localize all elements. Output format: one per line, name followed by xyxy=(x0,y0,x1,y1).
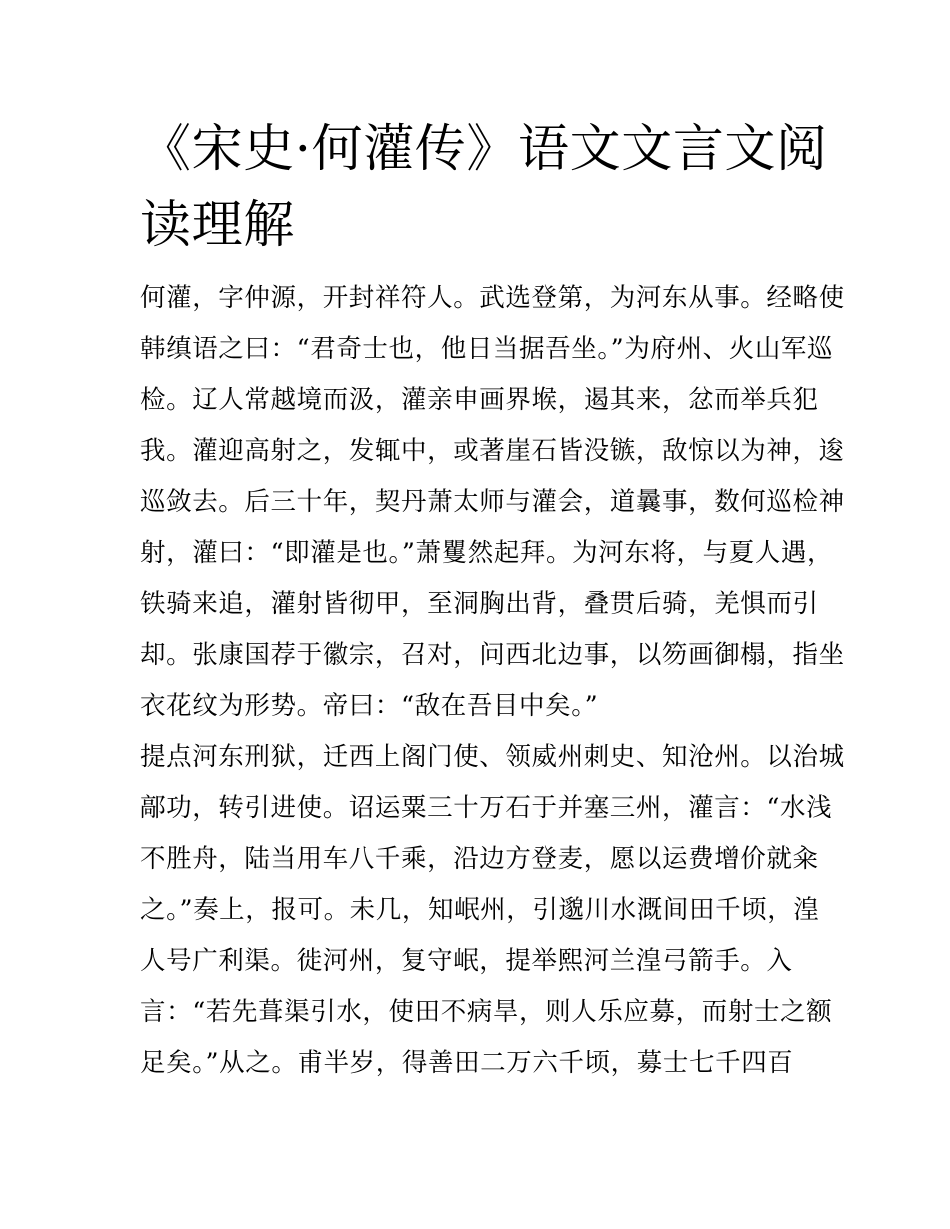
body-line: 韩缜语之曰：“君奇士也，他日当据吾坐。”为府州、火山军巡 xyxy=(140,334,834,364)
body-line: 提点河东刑狱，迁西上阁门使、领威州刺史、知沧州。以治城 xyxy=(140,742,845,772)
document-body xyxy=(140,273,845,1089)
body-line: 我。灌迎高射之，发辄中，或著崖石皆没镞，敌惊以为神，逡 xyxy=(140,436,845,466)
title-line: 《宋史·何灌传》语文文言文阅 xyxy=(140,120,828,179)
body-line: 射，灌曰：“即灌是也。”萧矍然起拜。为河东将，与夏人遇， xyxy=(140,538,834,568)
body-line: 巡敛去。后三十年，契丹萧太师与灌会，道曩事，数何巡检神 xyxy=(140,487,845,517)
body-line: 衣花纹为形势。帝曰：“敌在吾目中矣。” xyxy=(140,691,599,721)
document-title xyxy=(140,112,828,264)
body-line: 之。”奏上，报可。未几，知岷州，引邈川水溉间田千顷，湟 xyxy=(140,895,820,925)
title-line: 读理解 xyxy=(140,196,295,255)
body-line: 足矣。”从之。甫半岁，得善田二万六千顷，募士七千四百 xyxy=(140,1048,794,1078)
body-line: 不胜舟，陆当用车八千乘，沿边方登麦，愿以运费增价就籴 xyxy=(140,844,819,874)
body-line: 何灌，字仲源，开封祥符人。武选登第，为河东从事。经略使 xyxy=(140,283,845,313)
body-line: 言：“若先葺渠引水，使田不病旱，则人乐应募，而射士之额 xyxy=(140,997,833,1027)
body-line: 铁骑来追，灌射皆彻甲，至洞胸出背，叠贯后骑，羌惧而引 xyxy=(140,589,819,619)
body-line: 鄗功，转引进使。诏运粟三十万石于并塞三州，灌言：“水浅 xyxy=(140,793,833,823)
body-line: 检。辽人常越境而汲，灌亲申画界堠，遏其来，忿而举兵犯 xyxy=(140,385,819,415)
body-line: 却。张康国荐于徽宗，召对，问西北边事，以笏画御榻，指坐 xyxy=(140,640,845,670)
body-line: 人号广利渠。徙河州，复守岷，提举熙河兰湟弓箭手。入 xyxy=(140,946,793,976)
